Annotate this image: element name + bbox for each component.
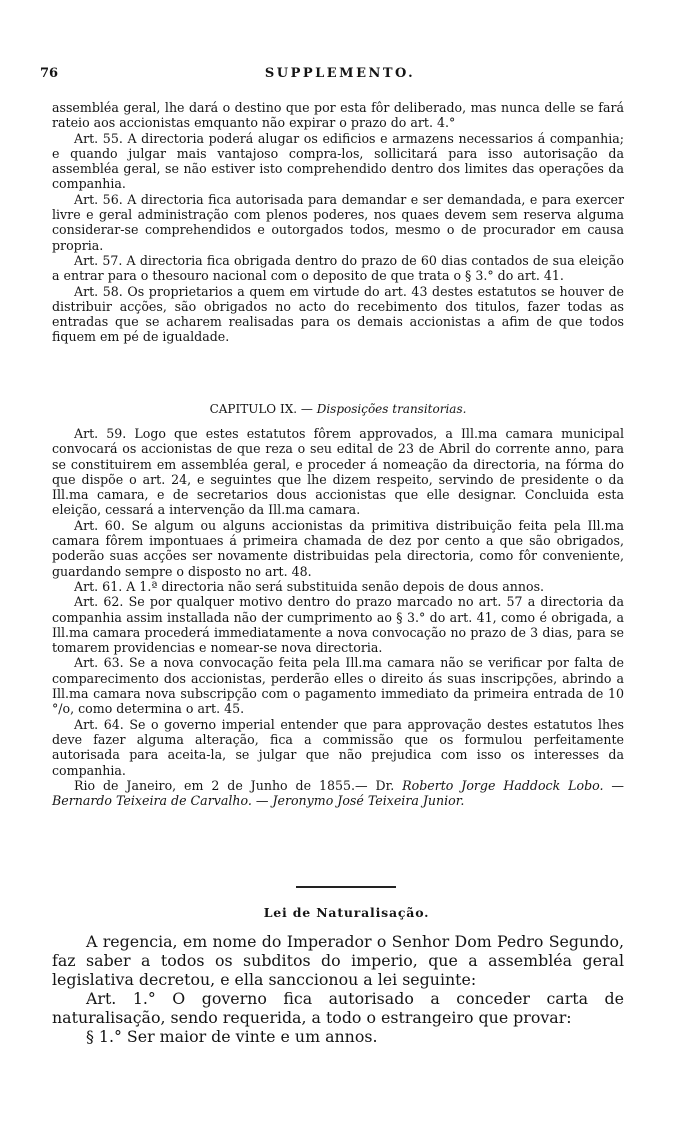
chapter-label: CAPITULO IX. — [209, 402, 313, 416]
article-55: Art. 55. A directoria poderá alugar os edificios e armazens necessarios á companhia; e quando julgar mais vantajoso compra-los, sollicitará para isso autorisação da assembléa geral, se não estiver isto comprehendido dentro dos limites das operações da companhia. [52, 130, 624, 192]
chapter-title: Disposições transitorias. [316, 402, 467, 416]
article-57: Art. 57. A directoria fica obrigada dentro do prazo de 60 dias contados de sua eleição a entrar para o thesouro nacional com o deposito de que trata o § 3.° do art. 41. [52, 252, 624, 284]
signature-names: Roberto Jorge Haddock Lobo. — Bernardo Teixeira de Carvalho. — Jeronymo José Teixeira Junior. [52, 777, 624, 809]
articles-upper [52, 100, 624, 345]
section-divider [296, 886, 396, 888]
articles-lower [52, 426, 624, 808]
article-62: Art. 62. Se por qualquer motivo dentro do prazo marcado no art. 57 a directoria da companhia assim installada não der cumprimento ao § 3.° do art. 41, como é obrigada, a Ill.ma camara procederá immediatamente a nova convocação no prazo de 3 dias, para se tomarem providencias e nomear-se nova directoria. [52, 594, 624, 656]
article-63: Art. 63. Se a nova convocação feita pela Ill.ma camara não se verificar por falta de comparecimento dos accionistas, perderão elles o direito ás suas inscripções, abrindo a Ill.ma camara nova subscripção com o pagamento immediato da primeira entrada de 10 °/o, como determina o art. 45. [52, 655, 624, 717]
page-header [40, 66, 640, 84]
law-preamble: A regencia, em nome do Imperador o Senhor Dom Pedro Segundo, faz saber a todos os subditos do imperio, que a assembléa geral legislativa decretou, e ella sanccionou a lei seguinte: [52, 932, 624, 989]
article-59: Art. 59. Logo que estes estatutos fôrem approvados, a Ill.ma camara municipal convocará os accionistas de que reza o seu edital de 23 de Abril do corrente anno, para se constituirem em assembléa geral, e proceder á nomeação da directoria, na fórma do que dispõe o art. 24, e seguintes que lhe dizem respeito, servindo de presidente o da Ill.ma camara, e de secretarios dous accionistas que elle designar. Concluida esta eleição, cessará a intervenção da Ill.ma camara. [52, 426, 624, 518]
chapter-heading [52, 402, 624, 416]
page-number: 76 [40, 66, 59, 81]
article-60: Art. 60. Se algum ou alguns accionistas da primitiva distribuição feita pela Ill.ma camara fôrem impontuaes á primeira chamada de dez por cento a que são obrigados, poderão suas acções ser novamente distribuidas pela directoria, como fôr conveniente, guardando sempre o disposto no art. 48. [52, 517, 624, 579]
article-64: Art. 64. Se o governo imperial entender que para approvação destes estatutos lhes deve fazer alguma alteração, fica a commissão que os formulou perfeitamente autorisada para aceita-la, se julgar que não prejudica com isso os interesses da companhia. [52, 716, 624, 778]
signature-place-date: Rio de Janeiro, em 2 de Junho de 1855.— Dr. [74, 777, 395, 793]
article-56: Art. 56. A directoria fica autorisada para demandar e ser demandada, e para exercer livre e geral administração com plenos poderes, nos quaes devem sem reserva alguma considerar-se comprehendidos e outorgados todos, mesmo o de procurador em causa propria. [52, 191, 624, 253]
law-text [52, 932, 624, 1046]
law-heading: Lei de Naturalisação. [263, 905, 430, 920]
article-58: Art. 58. Os proprietarios a quem em virtude do art. 43 destes estatutos se houver de distribuir acções, são obrigados no acto do recebimento dos titulos, fazer todas as entradas que se acharem realisadas para os demais accionistas a afim de que todos fiquem em pé de igualdade. [52, 283, 624, 345]
signature-line [52, 778, 624, 809]
law-section-1: § 1.° Ser maior de vinte e um annos. [86, 1027, 378, 1046]
article-61: Art. 61. A 1.ª directoria não será substituida senão depois de dous annos. [74, 578, 545, 594]
running-title: SUPPLEMENTO. [264, 66, 416, 81]
paragraph-continuation: assembléa geral, lhe dará o destino que por esta fôr deliberado, mas nunca delle se fará rateio aos accionistas emquanto não expirar o prazo do art. 4.° [52, 100, 624, 131]
law-article-1: Art. 1.° O governo fica autorisado a conceder carta de naturalisação, sendo requerida, a todo o estrangeiro que provar: [52, 989, 624, 1027]
